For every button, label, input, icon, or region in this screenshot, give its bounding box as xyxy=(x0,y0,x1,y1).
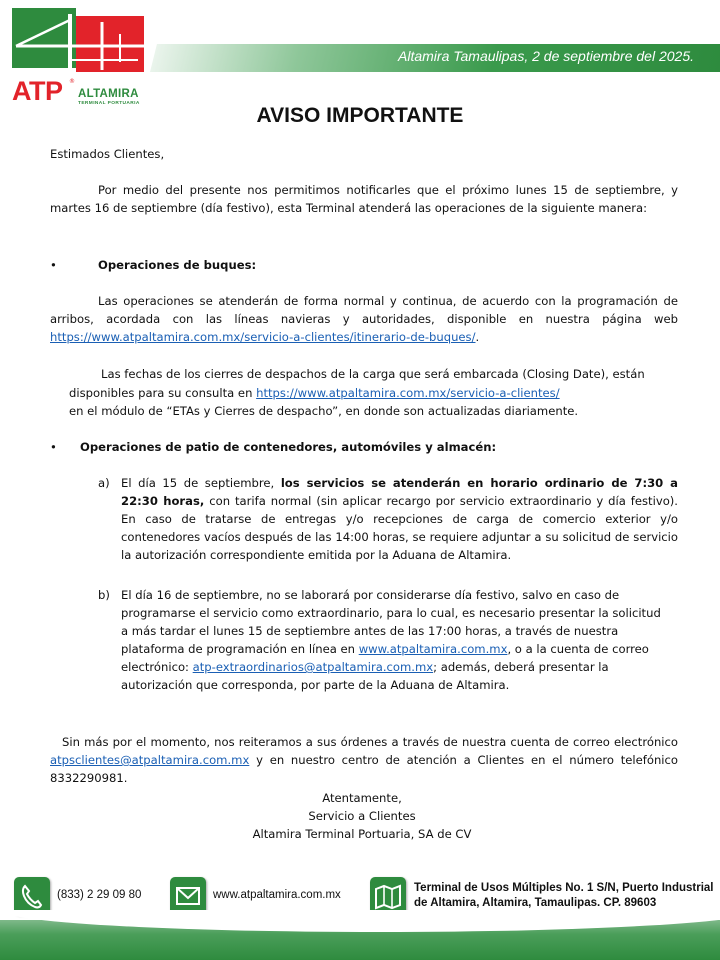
servicio-clientes-link[interactable]: https://www.atpaltamira.com.mx/servicio-a-clientes/ xyxy=(256,386,560,400)
section1-paragraph1 xyxy=(50,292,678,346)
itinerario-link[interactable]: https://www.atpaltamira.com.mx/servicio-a-clientes/itinerario-de-buques/ xyxy=(50,330,476,344)
page-title: AVISO IMPORTANTE xyxy=(256,104,464,127)
footer-address-line2: de Altamira, Altamira, Tamaulipas. CP. 89603 xyxy=(414,897,657,909)
item-a-bold: los servicios se atenderán en horario ordinario de 7:30 a 22:30 horas, xyxy=(121,476,678,508)
item-b-end: ; además, deberá presentar la autorización que corresponda, por parte de la Aduana de Altamira. xyxy=(121,660,609,692)
footer-phone: (833) 2 29 09 80 xyxy=(57,889,142,901)
item-b-start: El día 16 de septiembre, no se laborará por considerarse día festivo, salvo en caso de programarse el servicio como extraordinario, para lo cual, es necesario presentar la solicitud a más tardar el lunes 15 de septiembre antes de las 17:00 horas, a través de nuestra plataforma de programación en línea en xyxy=(121,588,661,656)
signature-line1: Atentamente, xyxy=(322,791,402,805)
section1-paragraph2-line2 xyxy=(69,384,560,402)
closing-end: y en nuestro centro de atención a Clientes en el número telefónico 8332290981. xyxy=(50,753,678,785)
date-line: Altamira Tamaulipas, 2 de septiembre del 2025. xyxy=(398,48,694,64)
section1-paragraph1-end: . xyxy=(475,330,480,344)
item-a-end: con tarifa normal (sin aplicar recargo por servicio extraordinario y día festivo). En caso de tratarse de entregas y/o recepciones de carga de comercio exterior y/o contenedores vacíos después de las 14:00 horas, se requiere adjuntar a su solicitud de servicio la autorización correspondiente emitida por la Aduana de Altamira. xyxy=(121,494,678,562)
section1-paragraph2-line1: Las fechas de los cierres de despachos de la carga que será embarcada (Closing Date), están xyxy=(101,367,645,381)
item-a-text xyxy=(121,474,678,564)
closing-start: Sin más por el momento, nos reiteramos a sus órdenes a través de nuestra cuenta de correo electrónico xyxy=(62,735,678,749)
item-a-marker: a) xyxy=(98,476,110,490)
footer-address-line1: Terminal de Usos Múltiples No. 1 S/N, Puerto Industrial xyxy=(414,882,714,894)
signature-line3: Altamira Terminal Portuaria, SA de CV xyxy=(252,827,472,841)
logo-subtitle-text: TERMINAL PORTUARIA xyxy=(78,101,140,106)
clientes-email-link[interactable]: atpsclientes@atpaltamira.com.mx xyxy=(50,753,250,767)
logo-atp-text: ATP xyxy=(12,76,63,106)
section1-heading: Operaciones de buques: xyxy=(98,258,257,272)
item-b-marker: b) xyxy=(98,588,110,602)
section1-bullet: • xyxy=(50,258,57,272)
footer-address xyxy=(414,881,713,911)
programacion-link[interactable]: www.atpaltamira.com.mx xyxy=(358,642,508,656)
logo-registered-mark: ® xyxy=(69,78,75,85)
section2-bullet: • xyxy=(50,440,57,454)
item-b-mid: , o a la cuenta de correo electrónico: xyxy=(121,642,649,674)
extraordinarios-email-link[interactable]: atp-extraordinarios@atpaltamira.com.mx xyxy=(192,660,434,674)
logo-name-text: ALTAMIRA xyxy=(78,88,139,100)
signature-line2: Servicio a Clientes xyxy=(308,809,416,823)
item-b-text xyxy=(121,586,661,694)
section1-paragraph1-text: Las operaciones se atenderán de forma normal y continua, de acuerdo con la programación de arribos, acordada con las líneas navieras y autoridades, disponible en nuestra página web xyxy=(50,294,678,326)
intro-paragraph: Por medio del presente nos permitimos notificarles que el próximo lunes 15 de septiembre, y martes 16 de septiembre (día festivo), esta Terminal atenderá las operaciones de la siguiente manera: xyxy=(50,183,678,215)
footer-website[interactable]: www.atpaltamira.com.mx xyxy=(213,889,341,901)
section2-heading: Operaciones de patio de contenedores, automóviles y almacén: xyxy=(80,440,497,454)
item-a-start: El día 15 de septiembre, xyxy=(121,476,275,490)
closing-paragraph xyxy=(50,733,678,787)
section1-paragraph2-line2-text: disponibles para su consulta en xyxy=(69,386,253,400)
greeting: Estimados Clientes, xyxy=(50,147,165,161)
logo-crane-icon xyxy=(10,8,146,78)
section1-paragraph2-line3: en el módulo de “ETAs y Cierres de despacho”, en donde son actualizadas diariamente. xyxy=(69,404,579,418)
atp-logo xyxy=(10,8,146,104)
